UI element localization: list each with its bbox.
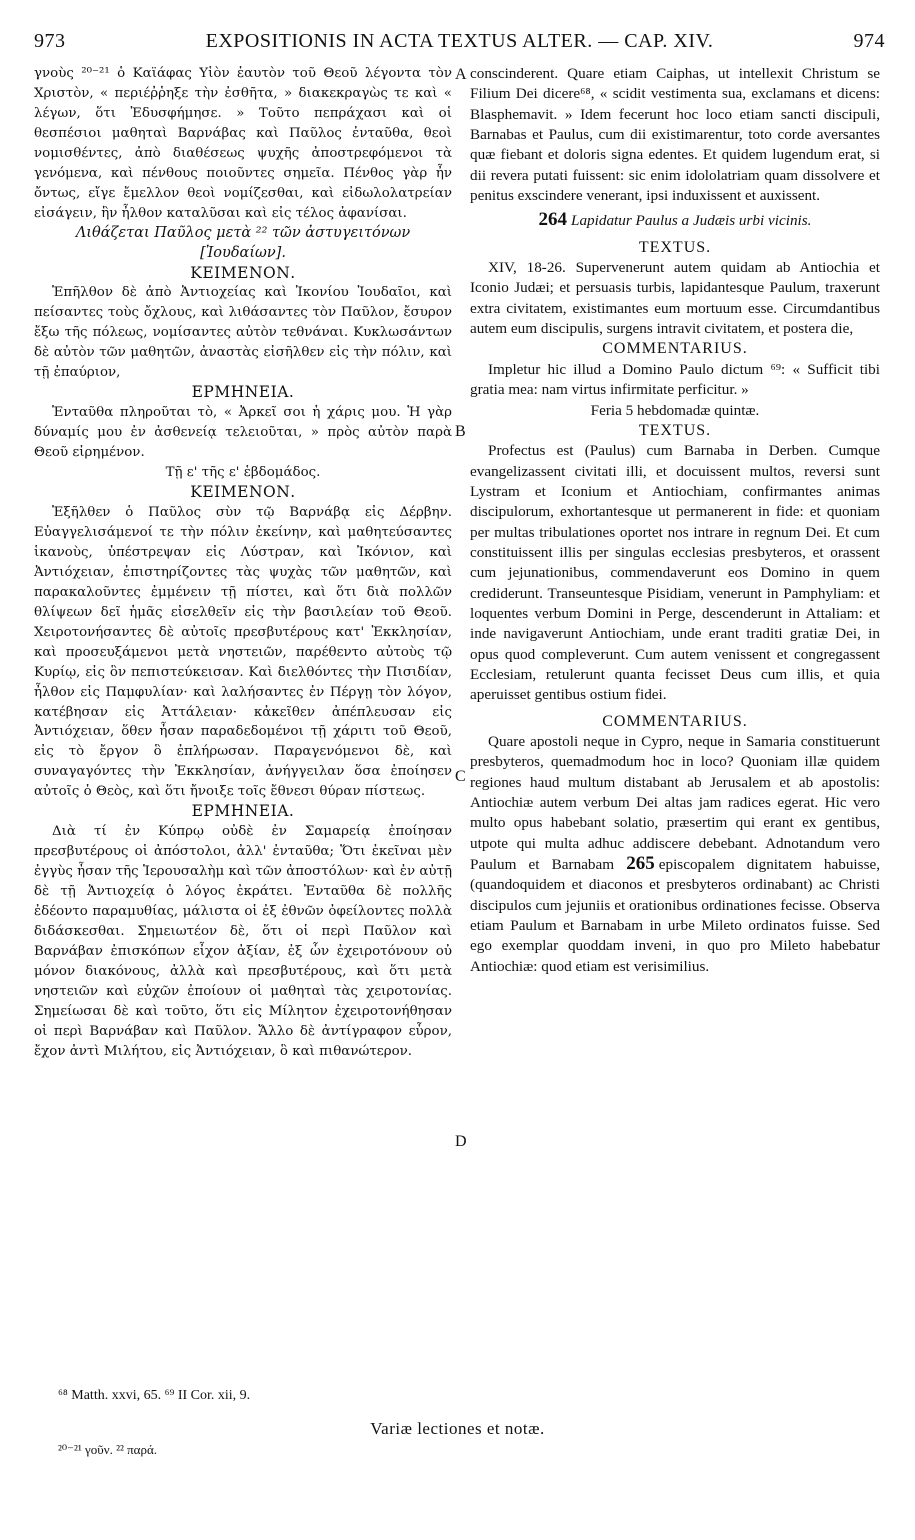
margin-letter-d: D <box>455 1133 467 1150</box>
greek-keimenon-heading: ΚΕΙΜΕΝΟΝ. <box>190 263 296 282</box>
page-number-right: 974 <box>853 30 885 52</box>
latin-column <box>470 64 880 977</box>
latin-section-heading <box>470 210 880 231</box>
latin-commentary-paragraph <box>470 732 880 977</box>
latin-textus-heading: TEXTUS. <box>638 238 712 256</box>
greek-text-paragraph: Ἐξῆλθεν ὁ Παῦλος σὺν τῷ Βαρνάβᾳ εἰς Δέρβην. Εὐαγγελισάμενοί τε τὴν πόλιν ἐκείνην, καὶ μαθητεύσαντες ἱκανοὺς, ὑπέστρεψαν εἰς Λύστραν, καὶ Ἰκόνιον, καὶ Ἀντιόχειαν, ἐπιστηρίζοντες τὰς ψυχὰς τῶν μαθητῶν, καὶ παρακαλοῦντες ἐμμένειν τῇ πίστει, καὶ ὅτι διὰ πολλῶν θλίψεων δεῖ ἡμᾶς εἰσελθεῖν εἰς τὴν βασιλείαν τοῦ Θεοῦ. Χειροτονήσαντες δὲ αὐτοῖς πρεσβυτέρους κατ' Ἐκκλησίαν, καὶ προσευξάμενοι μετὰ νηστειῶν, παρέθεντο αὐτοὺς τῷ Κυρίῳ, εἰς ὃν πεπιστεύκεισαν. Καὶ διελθόντες τὴν Πισιδίαν, ἦλθον εἰς Παμφυλίαν· καὶ λαλήσαντες ἐν Πέργῃ τὸν λόγον, κατέβησαν εἰς Ἀττάλειαν· κἀκεῖθεν ἀπέπλευσαν εἰς Ἀντιόχειαν, ὅθεν ἦσαν παραδεδομένοι τῇ χάριτι τοῦ Θεοῦ, εἰς τὸ ἔργον ὃ ἐπλήρωσαν. Παραγενόμενοι δὲ, καὶ συναγαγόντες τὴν Ἐκκλησίαν, ἀνήγγειλαν ὅσα ἐποίησεν αὐτοῖς ὁ Θεὸς, καὶ ὅτι ἤνοιξε τοῖς ἔθνεσι θύραν πίστεως. <box>34 504 452 800</box>
greek-paragraph: γνοὺς ²⁰⁻²¹ ὁ Καϊάφας Υἱὸν ἑαυτὸν τοῦ Θεοῦ λέγοντα τὸν Χριστὸν, « περιέῤῥηξε τὴν ἐσθῆτα, » διακεκραγὼς τε καὶ « λέγων, ὅτι Ἐδυσφήμησε. » Τοῦτο πεπράχασι καὶ οἱ θεσπέσιοι μαθηταὶ Βαρνάβας καὶ Παῦλος ἐνταῦθα, θεοὶ νομισθέντες, ἀπὸ διαθέσεως ψυχῆς ἀποστρεφόμενοι τὰ γενόμενα, καὶ πένθους ποιοῦντες σημεῖα. Πένθος γὰρ ἦν ὄντως, εἴγε ἔμελλον θεοὶ νομίζεσθαι, καὶ εἰδωλολατρείαν εἰσάγειν, ἣν ἦλθον καταλῦσαι καὶ εἰς τέλος ἀφανίσαι. <box>34 66 452 221</box>
paragraph-part: Quare apostoli neque in Cypro, neque in Samaria constituerunt presbyteros, quemadmodum hoc in loco? Quoniam illæ quidem regiones haud multum distabant ab Jerusalem et ab apostolis: Antiochiæ autem verbum Dei altas jam radices egerat. Hic vero multo opus habebant solatio, præsertim qui erant ex gentibus, utpote qui multa adhuc addiscere debebant. Adnotandum vero Paulum et Barnabam <box>470 733 880 874</box>
latin-feria-heading: Feria 5 hebdomadæ quintæ. <box>590 401 760 419</box>
latin-paragraph: conscinderent. Quare etiam Caiphas, ut intellexit Christum se Filium Dei dicere⁶⁸, « scidit vestimenta sua, exclamans et dicens: Blasphemavit. » Idem fecerunt hoc loco etiam sancti discipuli, Barnabas et Paulus, cum dii existimarentur, toto corde aversantes quæ fiebant et doloris signa edentes. Et quidem lugendum erat, si dii revera putati fuissent: sic enim idololatriam quam dissolvere et penitus exscindere venerant, ipsi induxissent et auxissent. <box>470 65 880 205</box>
latin-commentarius-heading: COMMENTARIUS. <box>602 712 748 730</box>
greek-commentary-paragraph: Ἐνταῦθα πληροῦται τὸ, « Ἀρκεῖ σοι ἡ χάρις μου. Ἡ γὰρ δύναμίς μου ἐν ἀσθενείᾳ τελειοῦται, » πρὸς αὐτὸν παρὰ Θεοῦ εἰρημένον. <box>34 405 452 461</box>
margin-letter-c: C <box>455 768 466 785</box>
greek-section-heading: Λιθάζεται Παῦλος μετὰ ²² τῶν ἀστυγειτόνων [Ἰουδαίων]. <box>75 224 411 261</box>
footnote-references: ⁶⁸ Matth. xxvi, 65. ⁶⁹ II Cor. xii, 9. <box>58 1388 251 1403</box>
page-number-left: 973 <box>34 30 66 52</box>
latin-text-paragraph: Profectus est (Paulus) cum Barnaba in Derben. Cumque evangelizassent civitati illi, et docuissent multos, reversi sunt Lystram et Iconium et Antiochiam, confirmantes animas discipulorum, exhortantesque ut permanerent in fide: et quoniam per multas tribulationes oportet nos intrare in regnum Dei. Et cum constituissent illis per singulas ecclesias presbyteros, et orassent cum jejunationibus, commendaverunt eos Domino in quem crediderunt. Transeuntesque Pisidiam, venerunt in Pamphyliam: et loquentes verbum Domini in Perge, descenderunt in Attaliam: et inde navigaverunt Antiochiam, unde erant traditi gratiæ Dei, in opus quod compleverunt. Cum autem venissent et congregassent Ecclesiam, retulerunt quanta fecisset Deus cum illis, et quia aperuisset gentibus ostium fidei. <box>470 442 880 704</box>
greek-feria-heading: Τῇ ε' τῆς ε' ἑβδομάδος. <box>165 465 321 481</box>
latin-commentarius-heading: COMMENTARIUS. <box>602 340 748 358</box>
greek-hermeneia-heading: ΕΡΜΗΝΕΙΑ. <box>191 383 295 402</box>
latin-textus-heading: TEXTUS. <box>638 421 712 439</box>
section-number: 265 <box>626 853 655 875</box>
greek-column <box>34 64 452 1062</box>
latin-commentary-paragraph: Impletur hic illud a Domino Paulo dictum ⁶⁹: « Sufficit tibi gratia mea: nam virtus infirmitate perficitur. » <box>470 360 880 399</box>
greek-text-paragraph: Ἐπῆλθον δὲ ἀπὸ Ἀντιοχείας καὶ Ἰκονίου Ἰουδαῖοι, καὶ πείσαντες τοὺς ὄχλους, καὶ λιθάσαντες τὸν Παῦλον, ἔσυρον ἔξω τῆς πόλεως, νομίσαντες αὐτὸν τεθνάναι. Κυκλωσάντων δὲ αὐτὸν τῶν μαθητῶν, ἀναστὰς εἰσῆλθεν εἰς τὴν πόλιν, καὶ τῇ ἐπαύριον, <box>34 285 452 381</box>
margin-letter-b: B <box>455 423 466 440</box>
greek-keimenon-heading: ΚΕΙΜΕΝΟΝ. <box>190 483 296 502</box>
greek-hermeneia-heading: ΕΡΜΗΝΕΙΑ. <box>191 802 295 821</box>
margin-letter-a: A <box>455 66 467 83</box>
greek-commentary-paragraph: Διὰ τί ἐν Κύπρῳ οὐδὲ ἐν Σαμαρείᾳ ἐποίησαν πρεσβυτέρους οἱ ἀπόστολοι, ἀλλ' ἐνταῦθα; Ὅτι ἐκεῖναι μὲν ἐγγὺς ἦσαν τῆς Ἱερουσαλὴμ καὶ τῶν ἀποστόλων· καὶ ἐν αὐτῇ δὲ τῇ Ἀντιοχείᾳ ὁ λόγος ἐκράτει. Ἐνταῦθα δὲ πολλῆς ἐδέοντο παραμυθίας, μάλιστα οἱ ἐξ ἐθνῶν ὀφείλοντες πολλὰ διδάσκεσθαι. Σημειωτέον δὲ, ὅτι οἱ περὶ Παῦλον καὶ Βαρνάβαν ἐπισκόπων εἶχον ἀξίαν, ἐξ ὧν ἐχειροτόνουν οὐ μόνον διακόνους, ἀλλὰ καὶ πρεσβυτέρους, καὶ ὅτι μετὰ νηστειῶν καὶ εὐχῶν ἐποίουν οἱ μαθηταὶ τὰς χειροτονίας. Σημείωσαι δὲ καὶ τοῦτο, ὅτι εἰς Μίλητον ἐχειροτονήθησαν οἱ περὶ Βαρνάβαν καὶ Παῦλον. Ἄλλο δὲ ἀντίγραφον εὗρον, ἔχον ἀντὶ Μιλήτου, εἰς Ἀντιόχειαν, ὃ καὶ πιθανώτερον. <box>34 824 452 1059</box>
latin-text-paragraph: XIV, 18-26. Supervenerunt autem quidam ab Antiochia et Iconio Judæi; et persuasis turbis, lapidantesque Paulum, traxerunt extra civitatem, existimantes eum mortuum esse. Circumdantibus autem eum discipulis, surgens intravit civitatem, et postera die, <box>470 259 880 338</box>
paragraph-part: episcopalem dignitatem habuisse, (quandoquidem et diaconos et presbyteros ordinabant) ac Christi discipulos cum jejuniis et orationibus ordinationes fecisse. Observa etiam Paulum et Barnabam in urbe Mileto ordinatos fuisse. Sed ego exemplar quoddam inveni, in quo pro Mileto habebatur Antiochiæ: quod etiam est verisimilius. <box>470 856 881 975</box>
section-number: 264 <box>538 209 567 231</box>
section-title: Lapidatur Paulus a Judæis urbi vicinis. <box>571 212 812 230</box>
running-header <box>34 30 885 56</box>
variae-lectiones-heading: Variæ lectiones et notæ. <box>370 1419 545 1438</box>
variant-readings: ²⁰⁻²¹ γοῦν. ²² παρά. <box>58 1442 158 1457</box>
running-title: EXPOSITIONIS IN ACTA TEXTUS ALTER. — CAP. XIV. <box>205 30 714 52</box>
